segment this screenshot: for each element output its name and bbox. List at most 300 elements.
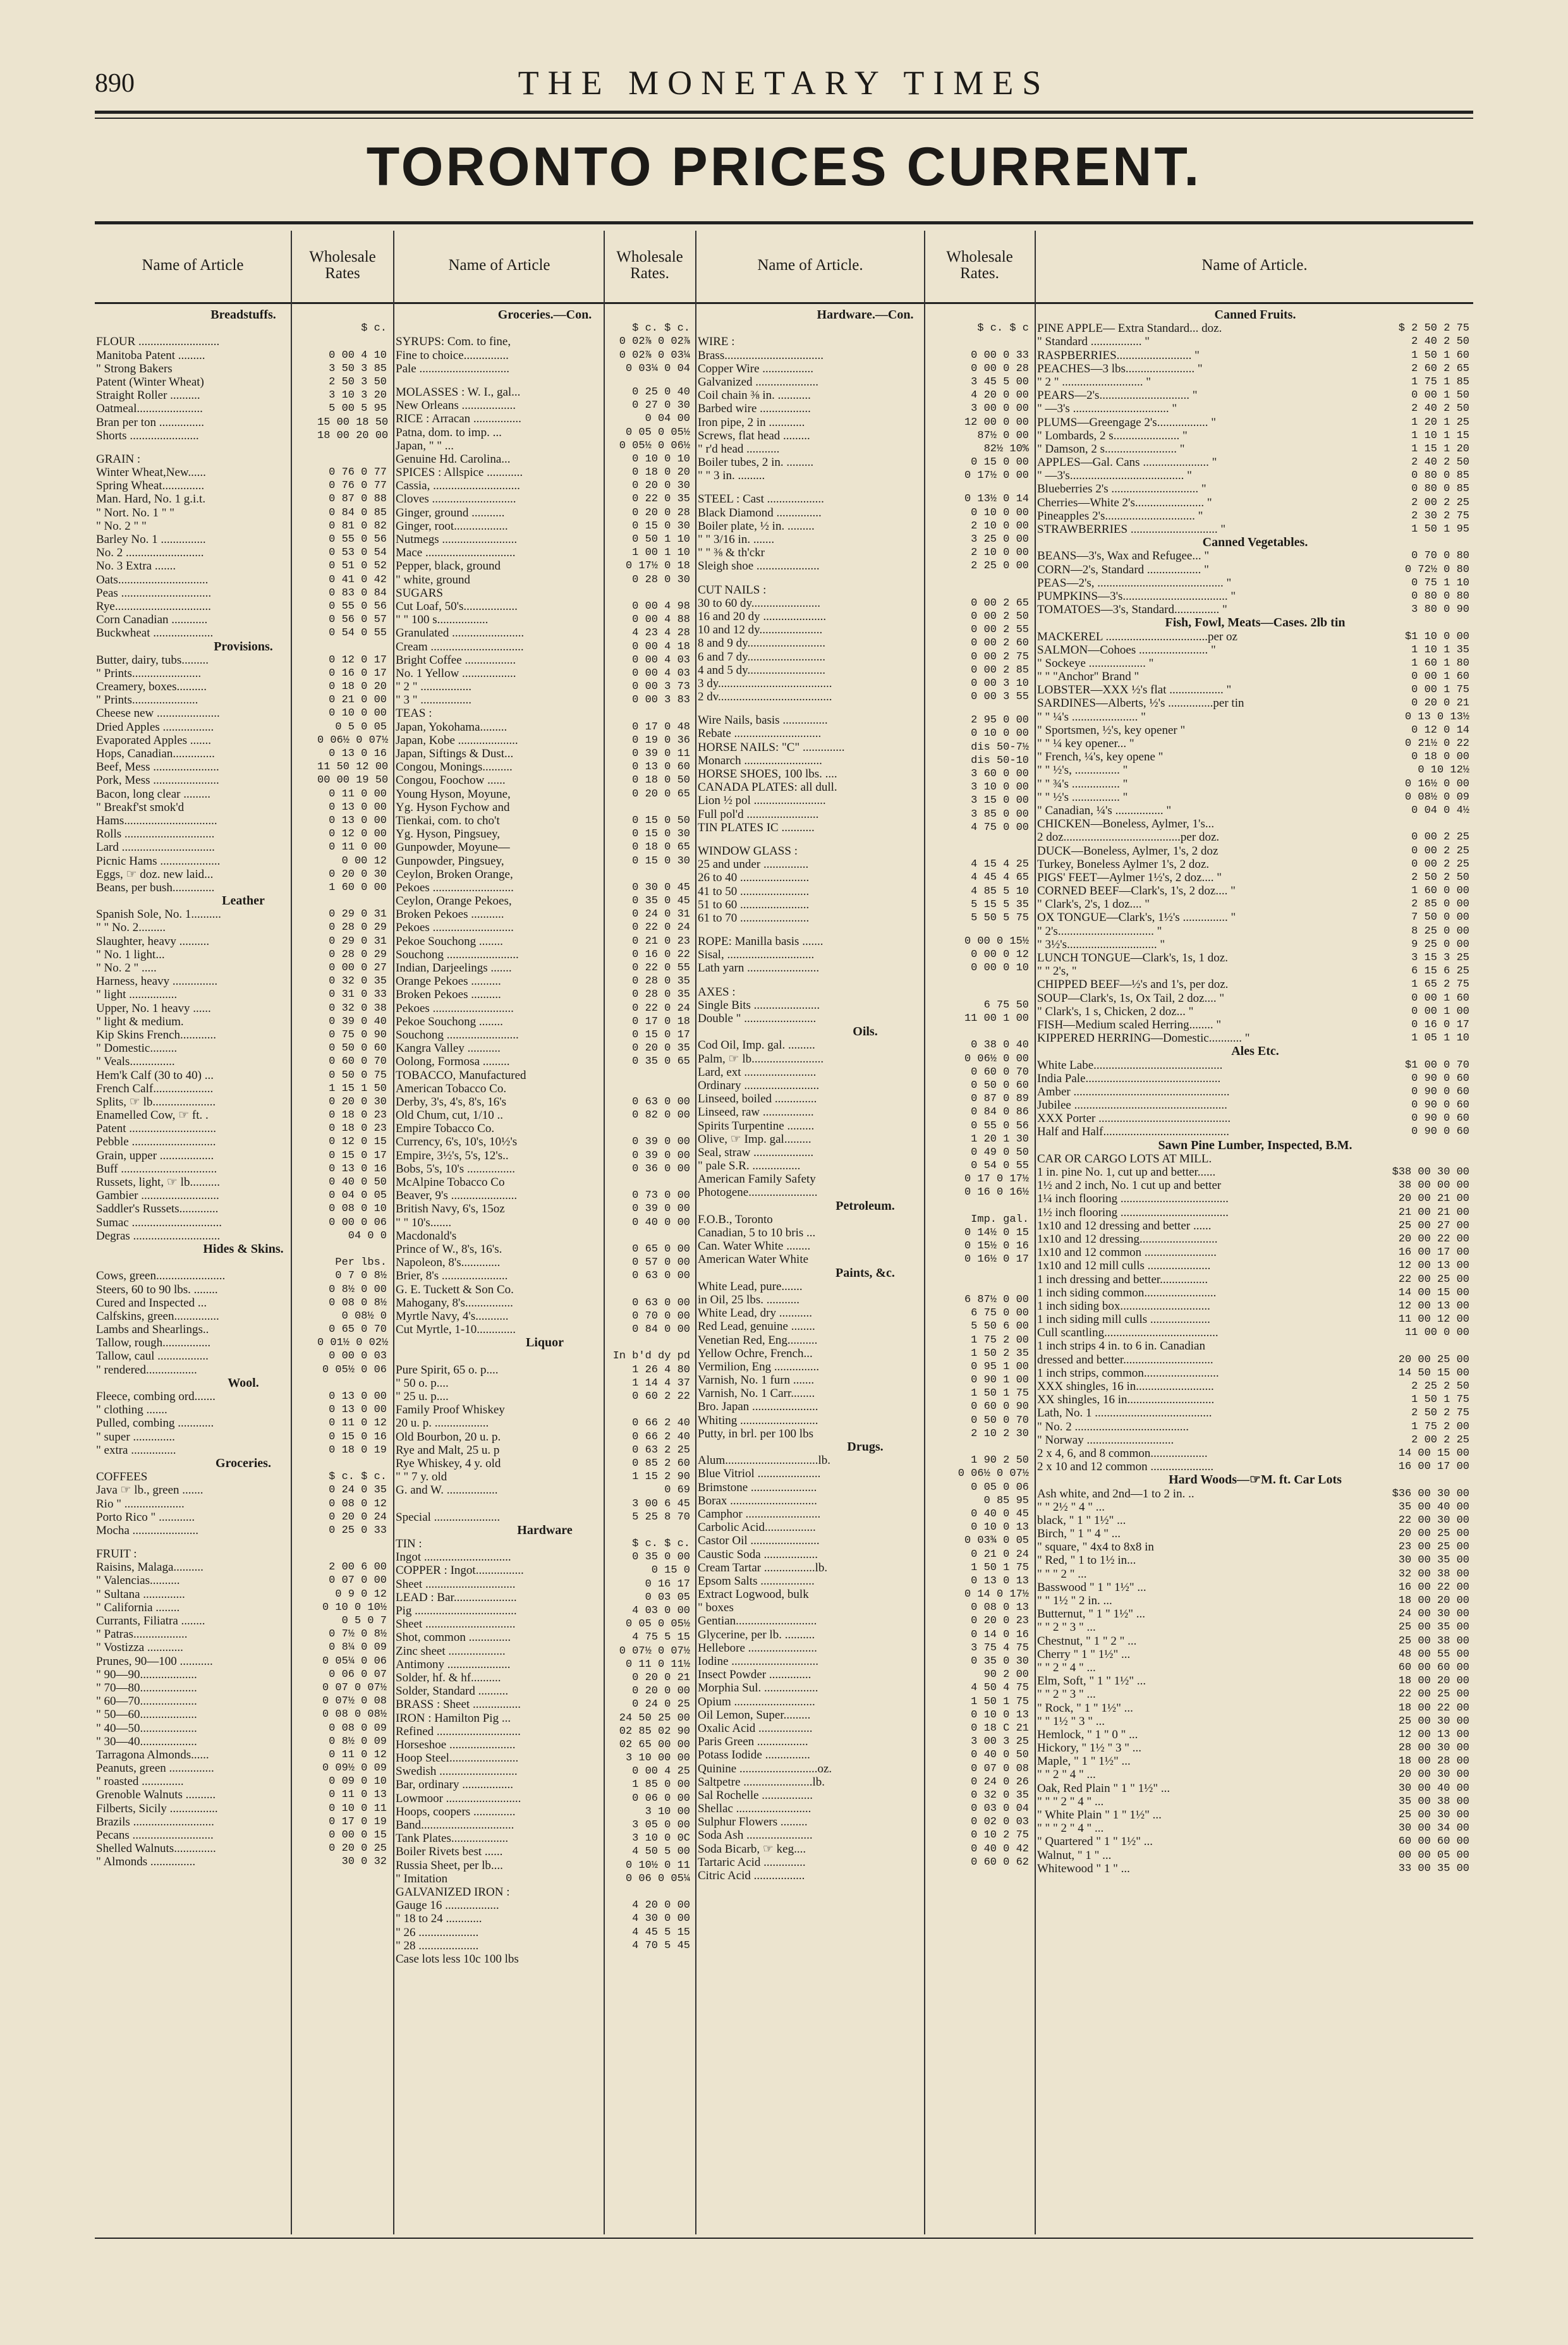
price-row (1037, 1233, 1473, 1246)
price-row (396, 1939, 694, 1952)
article-name: CHIPPED BEEF—½'s and 1's, per doz. (1037, 978, 1229, 992)
wholesale-rate: 0 38 0 40 (971, 1039, 1029, 1052)
article-name: Potass Iodide ............... (698, 1748, 810, 1762)
price-row (1037, 697, 1473, 710)
article-name: LUNCH TONGUE—Clark's, 1s, 1 doz. (1037, 951, 1228, 965)
price-row (698, 520, 1033, 533)
wholesale-rate: 1 10 1 15 (1411, 429, 1469, 442)
price-row (96, 868, 391, 881)
article-name: Half and Half.......................................... (1037, 1125, 1229, 1139)
article-name: Elm, Soft, " 1 " 1½" ... (1037, 1674, 1146, 1688)
article-name: " Patras.................. (96, 1628, 188, 1642)
wholesale-rate: 2 00 6 00 (329, 1561, 387, 1574)
price-row (396, 1390, 694, 1403)
price-row (96, 546, 391, 559)
price-row (1037, 643, 1473, 657)
wholesale-rate (1343, 1152, 1473, 1166)
section-heading (96, 1377, 391, 1390)
article-name: AXES : (698, 985, 736, 999)
price-row (96, 402, 391, 415)
price-row (96, 680, 391, 693)
wholesale-rate (317, 335, 391, 348)
article-name: " " 2 " 3 " ... (1037, 1621, 1096, 1635)
page-title: TORONTO PRICES CURRENT. (366, 137, 1202, 197)
wholesale-rate: 0 76 0 77 (329, 466, 387, 479)
wholesale-rate: 30 0 32 (341, 1856, 387, 1868)
price-row (698, 664, 1033, 677)
wholesale-rate: 0 00 0 12 (971, 949, 1029, 961)
price-row (96, 335, 391, 348)
wholesale-rate (608, 1885, 694, 1899)
article-name: Lath, No. 1 ....................................... (1037, 1406, 1212, 1420)
wholesale-rate: 0 54 0 55 (329, 627, 387, 640)
wholesale-rate: 0 63 0 00 (632, 1296, 690, 1309)
wholesale-rate: 18 00 20 00 (1398, 1675, 1469, 1688)
price-row (396, 1416, 694, 1430)
wholesale-rate: 0 29 0 31 (329, 908, 387, 921)
section-title: Wool. (228, 1376, 259, 1390)
wholesale-rate: 2 40 2 50 (1411, 403, 1469, 415)
wholesale-rate: 0 13½ 0 14 (964, 493, 1029, 506)
wholesale-rate: 14 00 15 00 (1398, 1286, 1469, 1299)
article-name: Patna, dom. to imp. ... (396, 425, 502, 439)
wholesale-rate: 4 45 4 65 (971, 872, 1029, 884)
price-row (96, 587, 391, 600)
price-row (1037, 1715, 1473, 1728)
wholesale-rate: dis 50-7½ (971, 741, 1029, 753)
article-name: MOLASSES : W. I., gal... (396, 385, 521, 399)
article-name: Copper Wire ................. (698, 362, 814, 375)
article-name: Patent ............................. (96, 1122, 216, 1136)
price-row (1037, 1447, 1473, 1460)
article-name: Tallow, caul ................. (96, 1349, 209, 1363)
price-row (1037, 844, 1473, 858)
price-row (698, 597, 1033, 610)
price-row (96, 1416, 391, 1430)
price-row (96, 814, 391, 827)
price-row (396, 1725, 694, 1738)
wholesale-rate: 1 75 2 00 (971, 1334, 1029, 1346)
article-name: Oil Lemon, Super......... (698, 1708, 811, 1722)
wholesale-rate: 0 90 0 60 (1411, 1072, 1469, 1085)
price-row (396, 734, 694, 747)
article-name: Pekoes ........................... (396, 1001, 514, 1015)
section-heading (96, 640, 391, 654)
section-heading (698, 1267, 1033, 1280)
article-name: " " ¼'s ...................... " (1037, 710, 1146, 724)
price-row (1037, 576, 1473, 590)
section-heading (698, 1440, 1033, 1454)
article-name: 1 inch siding common........................ (1037, 1286, 1217, 1300)
price-row (1037, 1179, 1473, 1192)
article-name: Linseed, raw ................. (698, 1106, 814, 1119)
wholesale-rate: 0 90 0 60 (1411, 1112, 1469, 1125)
article-name: RASPBERRIES......................... " (1037, 348, 1200, 362)
wholesale-rate: 3 10 0 0C (632, 1832, 690, 1845)
wholesale-rate: 1 20 1 30 (971, 1133, 1029, 1145)
wholesale-rate: 4 15 4 25 (971, 858, 1029, 871)
price-row (1037, 978, 1473, 991)
wholesale-rate: 0 87 0 89 (971, 1093, 1029, 1106)
price-row (96, 667, 391, 680)
wholesale-rate (947, 844, 1033, 858)
wholesale-rate: 7 50 0 00 (1411, 911, 1469, 924)
wholesale-rate: 0 90 1 00 (971, 1374, 1029, 1387)
article-name: Patent (Winter Wheat) (96, 375, 204, 389)
wholesale-rate: 4 75 0 00 (971, 821, 1029, 834)
price-row (96, 1390, 391, 1403)
article-name: TOBACCO, Manufactured (396, 1068, 526, 1082)
article-name: Pig .................................. (396, 1604, 517, 1617)
wholesale-rate: 0 00 0 03 (329, 1350, 387, 1363)
price-row (698, 1454, 1033, 1467)
wholesale-rate: 02 85 02 90 (619, 1725, 690, 1738)
price-row (396, 399, 694, 412)
price-row (698, 1642, 1033, 1655)
price-row (698, 583, 1033, 597)
wholesale-rate: 0 11 0 12 (329, 1417, 387, 1430)
article-name: Kangra Valley ........... (396, 1042, 501, 1056)
wholesale-rate: 1 50 1 95 (1411, 523, 1469, 535)
price-row (1037, 1674, 1473, 1688)
price-row (698, 1655, 1033, 1668)
article-name: Barbed wire ................. (698, 402, 811, 416)
article-name: McAlpine Tobacco Co (396, 1176, 505, 1189)
article-name: Pulled, combing ............ (96, 1416, 214, 1430)
wholesale-rate: 0 20 0 30 (329, 868, 387, 880)
price-row (396, 801, 694, 814)
wholesale-rate: 3 10 3 20 (329, 389, 387, 402)
section-heading (1037, 1473, 1473, 1487)
price-row (396, 961, 694, 975)
price-row (698, 935, 1033, 948)
wholesale-rate: 0 03¾ 0 05 (964, 1535, 1029, 1547)
article-name: " 26 .................... (396, 1925, 479, 1939)
wholesale-rate: 22 00 25 00 (1398, 1688, 1469, 1701)
wholesale-rate: In b'd dy pd (612, 1350, 690, 1363)
wholesale-rate: 9 25 0 00 (1411, 938, 1469, 951)
wholesale-rate: 0 40 0 50 (329, 1176, 387, 1188)
wholesale-rate: 12 00 13 00 (1398, 1300, 1469, 1312)
price-row (1037, 1005, 1473, 1018)
article-name: Mahogany, 8's................ (396, 1296, 513, 1310)
price-row (96, 774, 391, 787)
article-name: Enamelled Cow, ☞ ft. . (96, 1109, 209, 1123)
price-row (1037, 322, 1473, 335)
wholesale-rate: 0 00 3 73 (632, 681, 690, 693)
price-row (1037, 1849, 1473, 1862)
section-title: Groceries.—Con. (497, 308, 592, 322)
wholesale-rate: 2 50 2 50 (1411, 871, 1469, 884)
price-row (396, 1042, 694, 1055)
article-name: Putty, in brl. per 100 lbs (698, 1427, 813, 1440)
price-row (96, 375, 391, 389)
article-name: " " 2's, " (1037, 965, 1077, 978)
price-row (1037, 1072, 1473, 1085)
article-name: Empire Tobacco Co. (396, 1122, 495, 1136)
article-name: " " "Anchor" Brand " (1037, 670, 1140, 684)
price-row (1037, 630, 1473, 643)
price-row (96, 1349, 391, 1363)
article-name: Olive, ☞ Imp. gal......... (698, 1132, 811, 1146)
wholesale-rate: 0 00 4 88 (632, 614, 690, 626)
wholesale-rate: 0 00 0 10 (971, 962, 1029, 975)
article-name: Lowmoor ......................... (396, 1791, 521, 1805)
row-spacer (698, 482, 1033, 492)
price-row (96, 654, 391, 667)
article-name: Spring Wheat.............. (96, 479, 205, 493)
price-row (1037, 1434, 1473, 1447)
article-name: Castor Oil ....................... (698, 1534, 820, 1548)
wholesale-rate: 0 81 0 82 (329, 520, 387, 532)
price-row (396, 1095, 694, 1109)
wholesale-rate: 0 18 0 20 (632, 466, 690, 479)
wholesale-rate: 0 00 2 25 (1411, 858, 1469, 870)
price-row (1037, 750, 1473, 764)
wholesale-rate: 0 09½ 0 09 (322, 1762, 387, 1775)
price-row (396, 1578, 694, 1591)
price-row (1037, 1125, 1473, 1138)
article-name: Butter, dairy, tubs......... (96, 653, 209, 667)
wholesale-rate: 0 22 0 55 (632, 962, 690, 974)
article-name: BRASS : Sheet ................ (396, 1698, 521, 1712)
article-name: Old Bourbon, 20 u. p. (396, 1430, 501, 1444)
wholesale-rate: 0 11 0 11½ (625, 1658, 690, 1671)
price-row (96, 827, 391, 841)
price-row (396, 1537, 694, 1550)
article-name: " " 2½ " 4 " ... (1037, 1500, 1105, 1514)
wholesale-rate: 0 15 0 16 (329, 1430, 387, 1443)
price-row (396, 546, 694, 559)
wholesale-rate: 25 00 35 00 (1398, 1621, 1469, 1634)
price-row (1037, 389, 1473, 402)
article-name: COFFEES (96, 1470, 148, 1484)
article-name: Winter Wheat,New...... (96, 466, 206, 480)
article-name: " " 3/16 in. ....... (698, 533, 775, 546)
wholesale-rate: 3 60 0 00 (971, 768, 1029, 780)
section-heading (1037, 1139, 1473, 1152)
price-row (698, 402, 1033, 415)
section-title: Petroleum. (836, 1199, 895, 1213)
article-name (396, 1349, 608, 1363)
article-name: Rye................................ (96, 599, 211, 613)
article-name: Pork, Mess ...................... (96, 774, 219, 788)
price-row (96, 1229, 391, 1243)
price-row (396, 1283, 694, 1296)
price-row (396, 1122, 694, 1135)
article-name: Grenoble Walnuts .......... (96, 1788, 216, 1802)
wholesale-rate: 0 16½ 0 17 (964, 1253, 1029, 1266)
price-row (698, 1106, 1033, 1119)
wholesale-rate: 0 90 0 60 (1411, 1085, 1469, 1098)
wholesale-rate: 1 50 1 75 (971, 1387, 1029, 1400)
wholesale-rate: 0 12 0 17 (329, 654, 387, 666)
article-name: APPLES—Gal. Cans ...................... " (1037, 456, 1217, 470)
wholesale-rate: 0 15 0 17 (632, 1028, 690, 1041)
price-row (1037, 1728, 1473, 1741)
wholesale-rate: 0 10 0 00 (329, 707, 387, 720)
article-name: Boiler plate, ½ in. ......... (698, 519, 815, 533)
article-name: Manitoba Patent ......... (96, 348, 205, 362)
wholesale-rate: 0 31 0 33 (329, 989, 387, 1001)
article-name: Pekoes ........................... (396, 880, 514, 894)
price-row (1037, 1648, 1473, 1661)
wholesale-rate: 0 06 0 05¼ (625, 1872, 690, 1885)
article-name: Oxalic Acid .................. (698, 1721, 813, 1735)
wholesale-rate: 0 13 0 00 (329, 1404, 387, 1416)
wholesale-rate: 1 50 2 35 (971, 1347, 1029, 1360)
price-row (1037, 429, 1473, 442)
article-name: Ash white, and 2nd—1 to 2 in. .. (1037, 1487, 1194, 1501)
price-row (396, 1055, 694, 1068)
wholesale-rate: 4 50 4 75 (971, 1682, 1029, 1695)
wholesale-rate: 0 00 2 65 (971, 597, 1029, 609)
wholesale-rate: 0 36 0 00 (632, 1162, 690, 1175)
wholesale-rate: 0 20 0 25 (329, 1842, 387, 1855)
wholesale-rate: 0 20 0 24 (329, 1511, 387, 1523)
article-name: " 18 to 24 ............ (396, 1912, 482, 1926)
article-name: Sheet .............................. (396, 1617, 516, 1631)
price-row (96, 1135, 391, 1148)
wholesale-rate: 0 15 0 00 (971, 456, 1029, 469)
article-name: PEAS—2's, .......................................... " (1037, 576, 1232, 590)
price-row (698, 1789, 1033, 1802)
article-name: Orange Pekoes .......... (396, 975, 501, 989)
wholesale-rate: 0 00 1 50 (1411, 389, 1469, 402)
article-name: Beef, Mess ...................... (96, 760, 219, 774)
article-name: Macdonald's (396, 1229, 457, 1243)
wholesale-rate: 0 00 4 18 (632, 640, 690, 653)
article-name: Citric Acid ................. (698, 1869, 805, 1882)
section-heading (96, 1243, 391, 1256)
article-name: Splits, ☞ lb..................... (96, 1095, 216, 1109)
wholesale-rate: 1 60 0 00 (329, 881, 387, 894)
wholesale-rate: 0 20 0 23 (971, 1615, 1029, 1628)
article-name: Jubilee ................................................... (1037, 1099, 1227, 1112)
price-row (1037, 791, 1473, 804)
price-row (96, 1363, 391, 1377)
price-row (698, 794, 1033, 807)
article-name: CAR OR CARGO LOTS AT MILL. (1037, 1152, 1212, 1166)
wholesale-rate: 30 00 35 00 (1398, 1554, 1469, 1567)
price-row (96, 988, 391, 1001)
article-name: Cows, green....................... (96, 1269, 226, 1283)
article-name: Cherry " 1 " 1½" ... (1037, 1647, 1131, 1661)
price-row (96, 1149, 391, 1162)
wholesale-rate: 0 08 0 13 (971, 1602, 1029, 1614)
article-name: Granulated ........................ (396, 626, 525, 640)
article-name: " 3 " ................. (396, 693, 472, 707)
price-row (96, 533, 391, 546)
article-name: HORSE SHOES, 100 lbs. .... (698, 767, 837, 781)
price-row (396, 573, 694, 587)
wholesale-rate: 0 39 0 40 (329, 1015, 387, 1028)
wholesale-rate: 0 5 0 7 (341, 1615, 387, 1627)
article-name: Tank Plates................... (396, 1832, 509, 1846)
article-name: Gentian........................... (698, 1614, 817, 1628)
article-name: Morphia Sul. .................. (698, 1681, 818, 1695)
article-name: Cut Myrtle, 1-10............. (396, 1323, 516, 1337)
price-row (396, 1483, 694, 1497)
price-row (698, 1494, 1033, 1508)
article-name: Beaver, 9's ...................... (396, 1189, 518, 1203)
price-row (698, 1360, 1033, 1374)
article-name: Gunpowder, Pingsuey, (396, 854, 504, 868)
article-name: Ordinary ......................... (698, 1078, 820, 1092)
price-row (96, 1216, 391, 1229)
section-title: Liquor (525, 1336, 564, 1350)
article-name: Paris Green ................. (698, 1735, 808, 1749)
article-name: Fine to choice............... (396, 348, 509, 362)
article-name: " " 2 " 4 " ... (1037, 1768, 1096, 1782)
wholesale-rate: 0 13 0 16 (329, 1162, 387, 1175)
price-row (396, 680, 694, 693)
price-row (96, 1028, 391, 1042)
price-row (698, 429, 1033, 442)
article-name: 16 and 20 dy ..................... (698, 609, 827, 623)
price-row (1037, 1835, 1473, 1848)
article-name: Iodine ............................. (698, 1655, 819, 1668)
price-row (1037, 965, 1473, 978)
wholesale-rate: 0 10 0 13 (971, 1521, 1029, 1534)
price-row (1037, 911, 1473, 924)
price-row (396, 453, 694, 466)
article-name: Seal, straw .................... (698, 1145, 814, 1159)
wholesale-rate: 18 00 28 00 (1398, 1755, 1469, 1768)
wholesale-rate: 0 13 0 60 (632, 761, 690, 774)
price-row (96, 1695, 391, 1708)
price-row (1037, 1607, 1473, 1621)
price-row (1037, 858, 1473, 871)
price-row (698, 610, 1033, 623)
article-name: TIN : (396, 1537, 422, 1551)
wholesale-rate: 0 14½ 0 15 (964, 1227, 1029, 1239)
price-row (1037, 831, 1473, 844)
article-name: " clothing ....... (96, 1403, 167, 1417)
wholesale-rate: 90 2 00 (983, 1669, 1029, 1681)
article-name: BEANS—3's, Wax and Refugee... " (1037, 549, 1210, 563)
article-name: 1½ and 2 inch, No. 1 cut up and better (1037, 1179, 1222, 1193)
wholesale-rate: 0 40 0 50 (971, 1749, 1029, 1762)
wholesale-rate: 0 00 0 06 (329, 1216, 387, 1229)
article-name: " Nort. No. 1 " " (96, 506, 175, 520)
article-name: XXX Porter ............................................ (1037, 1112, 1231, 1126)
article-name: Bran per ton ............... (96, 415, 204, 429)
wholesale-rate: 14 00 15 00 (1398, 1447, 1469, 1459)
section-heading (396, 308, 694, 322)
wholesale-rate: 2 50 2 75 (1411, 1407, 1469, 1420)
price-row (396, 935, 694, 948)
row-spacer (96, 1537, 391, 1547)
wholesale-rate: 3 05 0 00 (632, 1819, 690, 1831)
wholesale-rate: 4 70 5 45 (632, 1939, 690, 1952)
price-row (96, 453, 391, 466)
article-name: 1x10 and 12 dressing and better ...... (1037, 1219, 1212, 1233)
price-row (96, 881, 391, 894)
price-row (396, 1511, 694, 1524)
article-name: " " ½'s ................ " (1037, 790, 1128, 804)
price-row (96, 721, 391, 734)
article-name: No. 3 Extra ....... (96, 559, 176, 573)
wholesale-rate: 0 01½ 0 02½ (317, 1337, 389, 1349)
price-row (396, 921, 694, 934)
article-name: " " 1½ " 3 " ... (1037, 1714, 1105, 1728)
wholesale-rate: 0 00 4 10 (329, 349, 387, 362)
wholesale-rate: 11 00 12 00 (1398, 1313, 1469, 1326)
article-name: " " 100 s................. (396, 613, 489, 627)
price-row (698, 1334, 1033, 1347)
article-name: " light ................ (96, 988, 178, 1002)
